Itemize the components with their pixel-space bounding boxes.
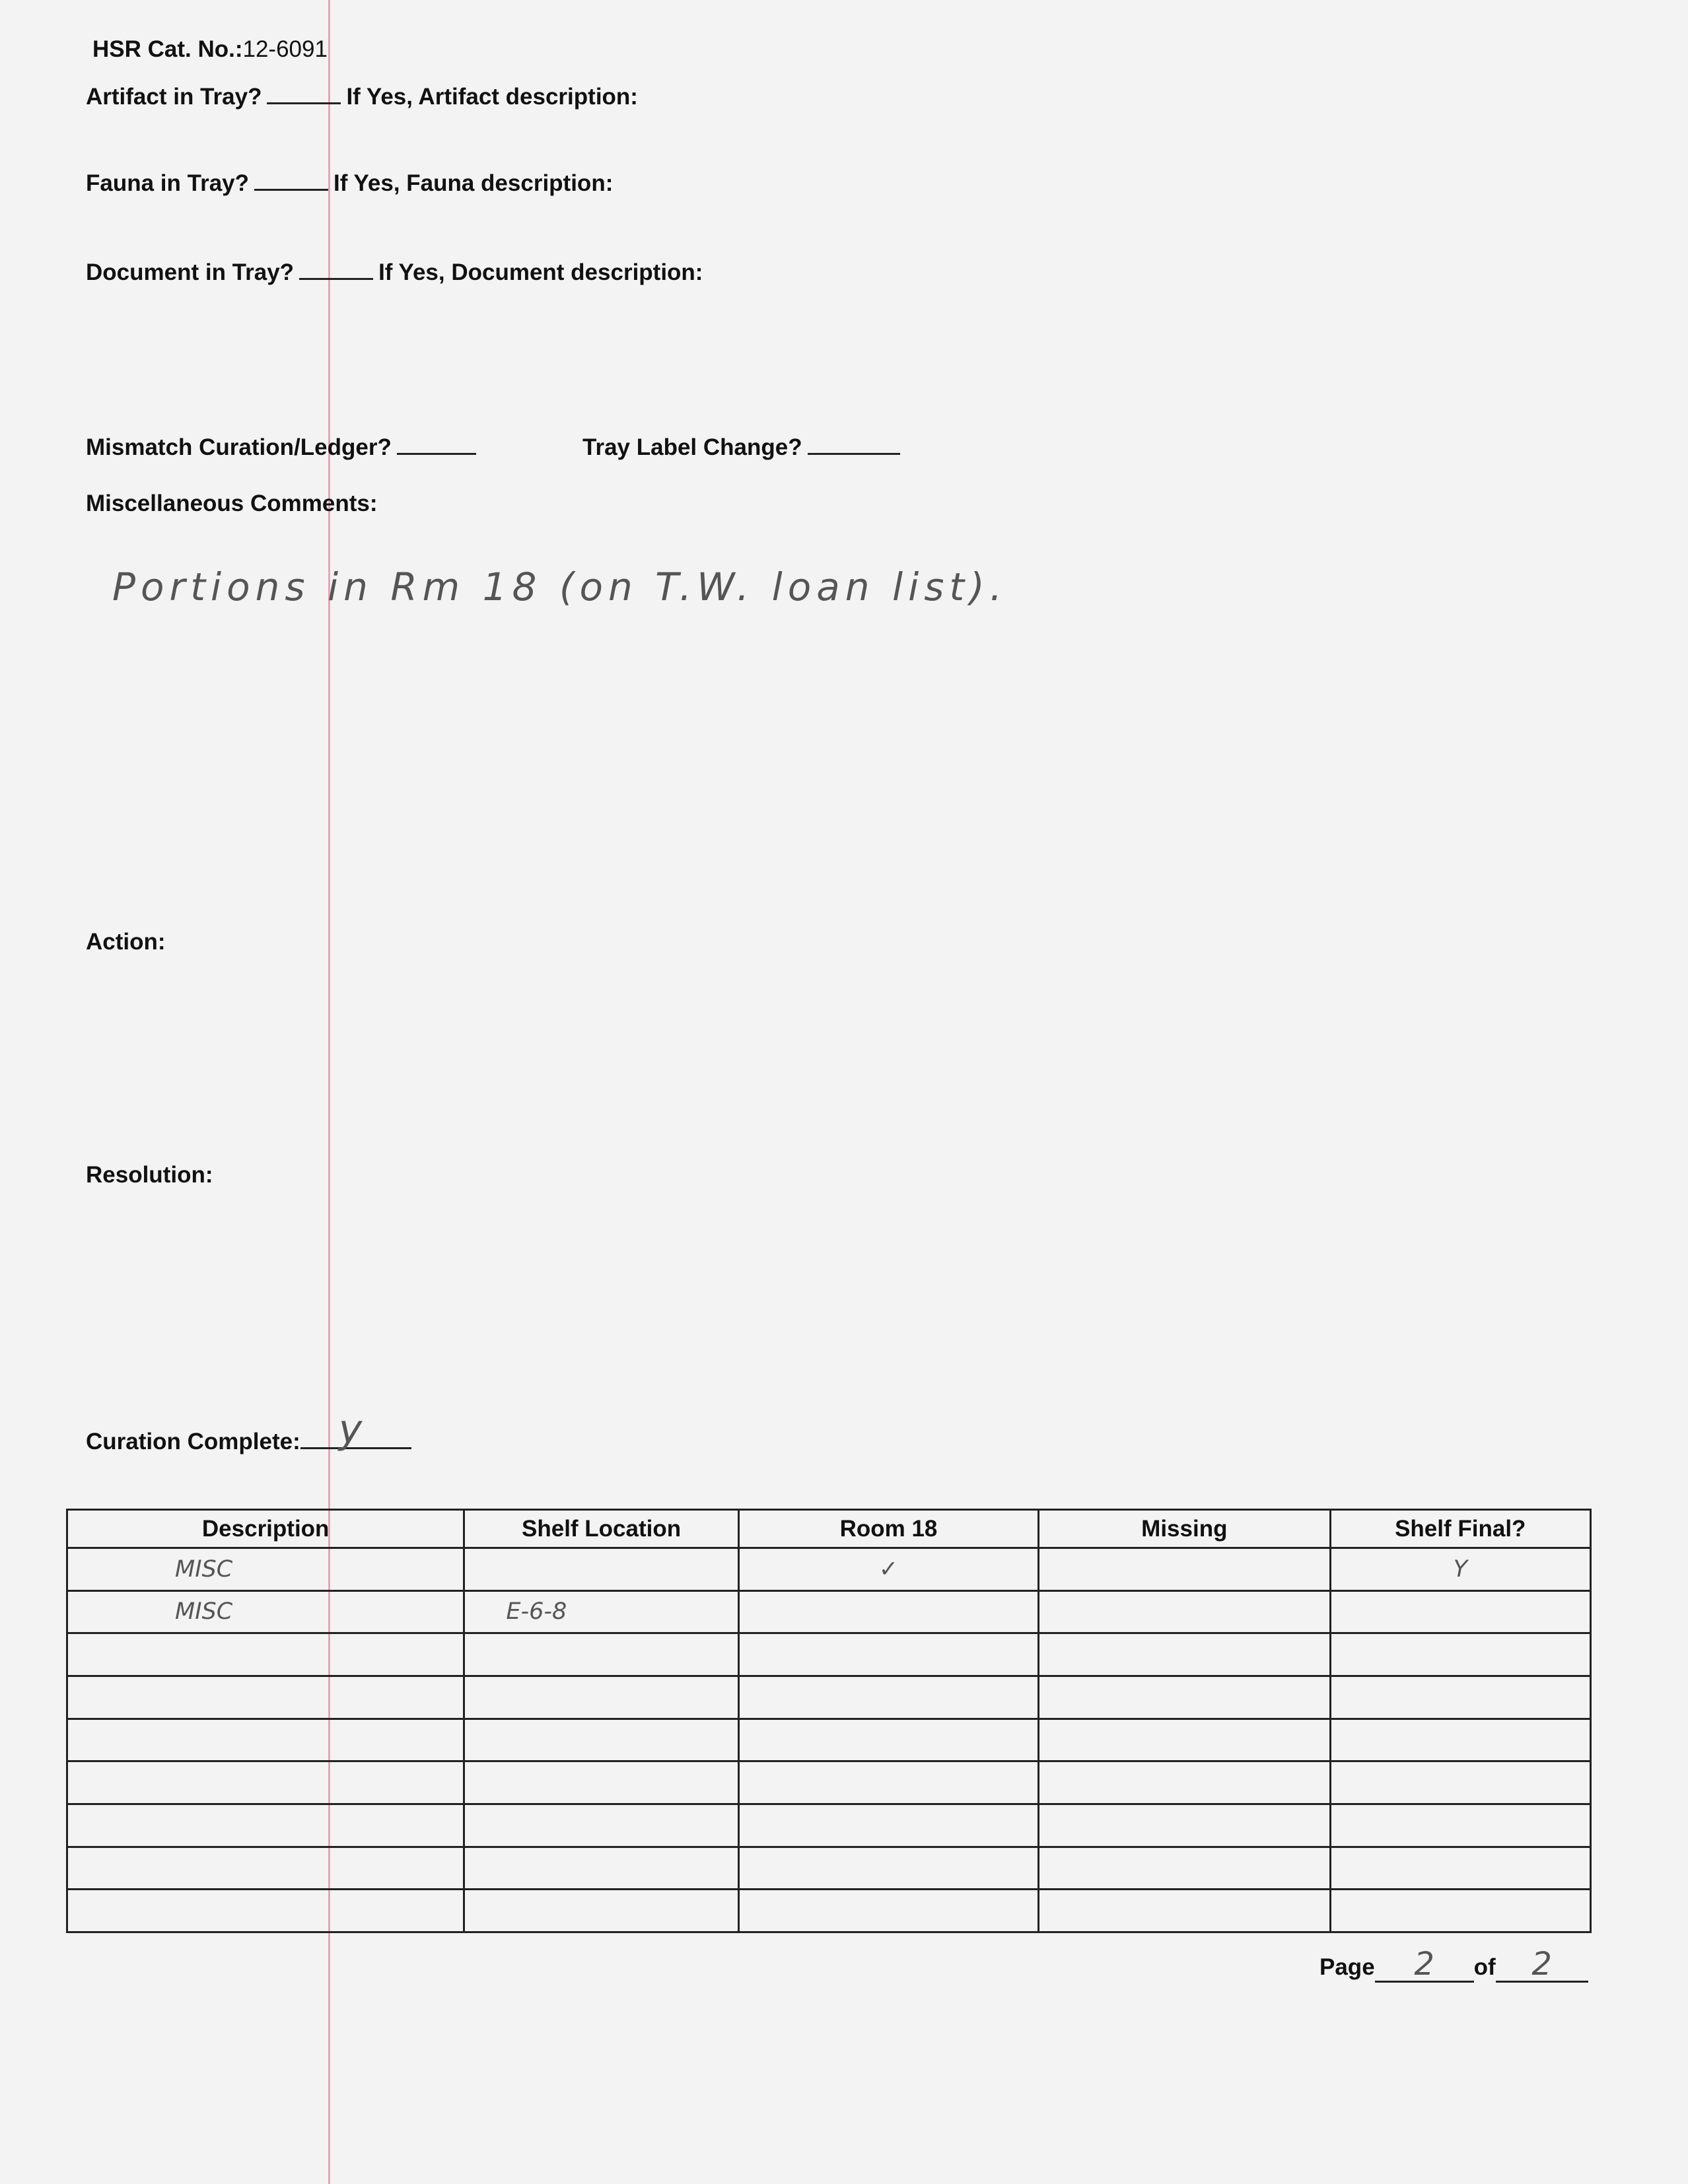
table-cell[interactable] — [464, 1890, 738, 1932]
artifact-blank[interactable] — [267, 100, 341, 104]
table-row — [67, 1548, 1591, 1591]
page-number: 2 — [1375, 1954, 1474, 1983]
table-cell[interactable] — [67, 1633, 464, 1676]
page-total: 2 — [1496, 1954, 1588, 1983]
table-cell[interactable] — [1330, 1719, 1590, 1761]
row-1-shelf-location[interactable] — [464, 1548, 738, 1591]
col-header-room-18: Room 18 — [738, 1510, 1038, 1548]
curation-complete-label: Curation Complete: — [86, 1429, 300, 1454]
table-cell[interactable] — [1330, 1633, 1590, 1676]
page-label: Page — [1319, 1954, 1375, 1980]
col-header-shelf-final: Shelf Final? — [1330, 1510, 1590, 1548]
of-label: of — [1473, 1954, 1496, 1980]
table-cell[interactable] — [1039, 1890, 1330, 1932]
mismatch-blank[interactable] — [397, 450, 476, 455]
table-cell[interactable] — [1330, 1847, 1590, 1890]
tray-label-change-label: Tray Label Change? — [582, 434, 802, 460]
table-cell[interactable] — [67, 1719, 464, 1761]
row-2-description[interactable]: MISC — [67, 1590, 464, 1633]
table-cell[interactable] — [1330, 1804, 1590, 1847]
row-2-room-18[interactable] — [738, 1590, 1038, 1633]
table-cell[interactable] — [464, 1676, 738, 1719]
table-cell[interactable] — [464, 1847, 738, 1890]
document-row — [86, 259, 703, 286]
table-cell[interactable] — [738, 1676, 1038, 1719]
table-cell[interactable] — [738, 1633, 1038, 1676]
row-1-room-18-checkmark[interactable]: ✓ — [738, 1548, 1038, 1591]
row-1-shelf-final[interactable]: Y — [1330, 1548, 1590, 1591]
table-cell[interactable] — [1039, 1633, 1330, 1676]
table-cell[interactable] — [67, 1676, 464, 1719]
row-1-description[interactable]: MISC — [67, 1548, 464, 1591]
action-label: Action: — [86, 929, 166, 955]
document-desc-label: If Yes, Document description: — [378, 259, 703, 285]
table-row — [67, 1590, 1591, 1633]
table-cell[interactable] — [1039, 1719, 1330, 1761]
row-2-shelf-location[interactable]: E-6-8 — [464, 1590, 738, 1633]
col-header-description: Description — [67, 1510, 464, 1548]
row-2-shelf-final[interactable] — [1330, 1590, 1590, 1633]
tray-label-change-row — [582, 434, 905, 461]
document-blank[interactable] — [299, 275, 373, 280]
page-indicator — [1319, 1946, 1588, 1983]
table-cell[interactable] — [1039, 1676, 1330, 1719]
table-cell[interactable] — [738, 1804, 1038, 1847]
row-1-missing[interactable] — [1039, 1548, 1330, 1591]
curation-complete-blank[interactable] — [300, 1406, 411, 1452]
col-header-missing: Missing — [1039, 1510, 1330, 1548]
artifact-desc-label: If Yes, Artifact description: — [346, 84, 638, 110]
col-header-shelf-location: Shelf Location — [464, 1510, 738, 1548]
curation-complete-row — [86, 1406, 411, 1455]
table-cell[interactable] — [464, 1633, 738, 1676]
row-2-missing[interactable] — [1039, 1590, 1330, 1633]
cat-no-row — [92, 36, 328, 63]
table-cell[interactable] — [738, 1890, 1038, 1932]
mismatch-row — [86, 434, 481, 461]
table-header-row — [67, 1510, 1591, 1548]
table-cell[interactable] — [738, 1761, 1038, 1804]
table-cell[interactable] — [1330, 1890, 1590, 1932]
artifact-row — [86, 84, 638, 110]
table-row — [67, 1676, 1591, 1719]
artifact-label: Artifact in Tray? — [86, 84, 262, 110]
table-row — [67, 1847, 1591, 1890]
table-cell[interactable] — [1039, 1761, 1330, 1804]
table-cell[interactable] — [67, 1890, 464, 1932]
misc-comments-handwriting: Portions in Rm 18 (on T.W. loan list). — [112, 564, 1008, 609]
table-row — [67, 1761, 1591, 1804]
fauna-label: Fauna in Tray? — [86, 170, 249, 196]
resolution-label: Resolution: — [86, 1162, 213, 1188]
table-cell[interactable] — [1330, 1676, 1590, 1719]
misc-comments-label: Miscellaneous Comments: — [86, 491, 378, 516]
table-cell[interactable] — [1039, 1804, 1330, 1847]
mismatch-label: Mismatch Curation/Ledger? — [86, 434, 392, 460]
table-cell[interactable] — [67, 1761, 464, 1804]
table-cell[interactable] — [1039, 1847, 1330, 1890]
table-row — [67, 1890, 1591, 1932]
fauna-desc-label: If Yes, Fauna description: — [334, 170, 614, 196]
tray-label-change-blank[interactable] — [808, 450, 900, 455]
table-row — [67, 1804, 1591, 1847]
curation-log-table — [66, 1509, 1592, 1933]
document-label: Document in Tray? — [86, 259, 295, 285]
table-cell[interactable] — [738, 1847, 1038, 1890]
cat-no-value: 12-6091 — [242, 36, 328, 62]
table-cell[interactable] — [67, 1804, 464, 1847]
fauna-row — [86, 170, 613, 197]
curation-complete-handwriting: y — [338, 1406, 363, 1452]
cat-no-label: HSR Cat. No.: — [92, 36, 243, 62]
table-cell[interactable] — [67, 1847, 464, 1890]
table-cell[interactable] — [738, 1719, 1038, 1761]
table-cell[interactable] — [1330, 1761, 1590, 1804]
table-cell[interactable] — [464, 1719, 738, 1761]
table-row — [67, 1633, 1591, 1676]
table-cell[interactable] — [464, 1761, 738, 1804]
table-cell[interactable] — [464, 1804, 738, 1847]
table-row — [67, 1719, 1591, 1761]
fauna-blank[interactable] — [254, 186, 328, 191]
